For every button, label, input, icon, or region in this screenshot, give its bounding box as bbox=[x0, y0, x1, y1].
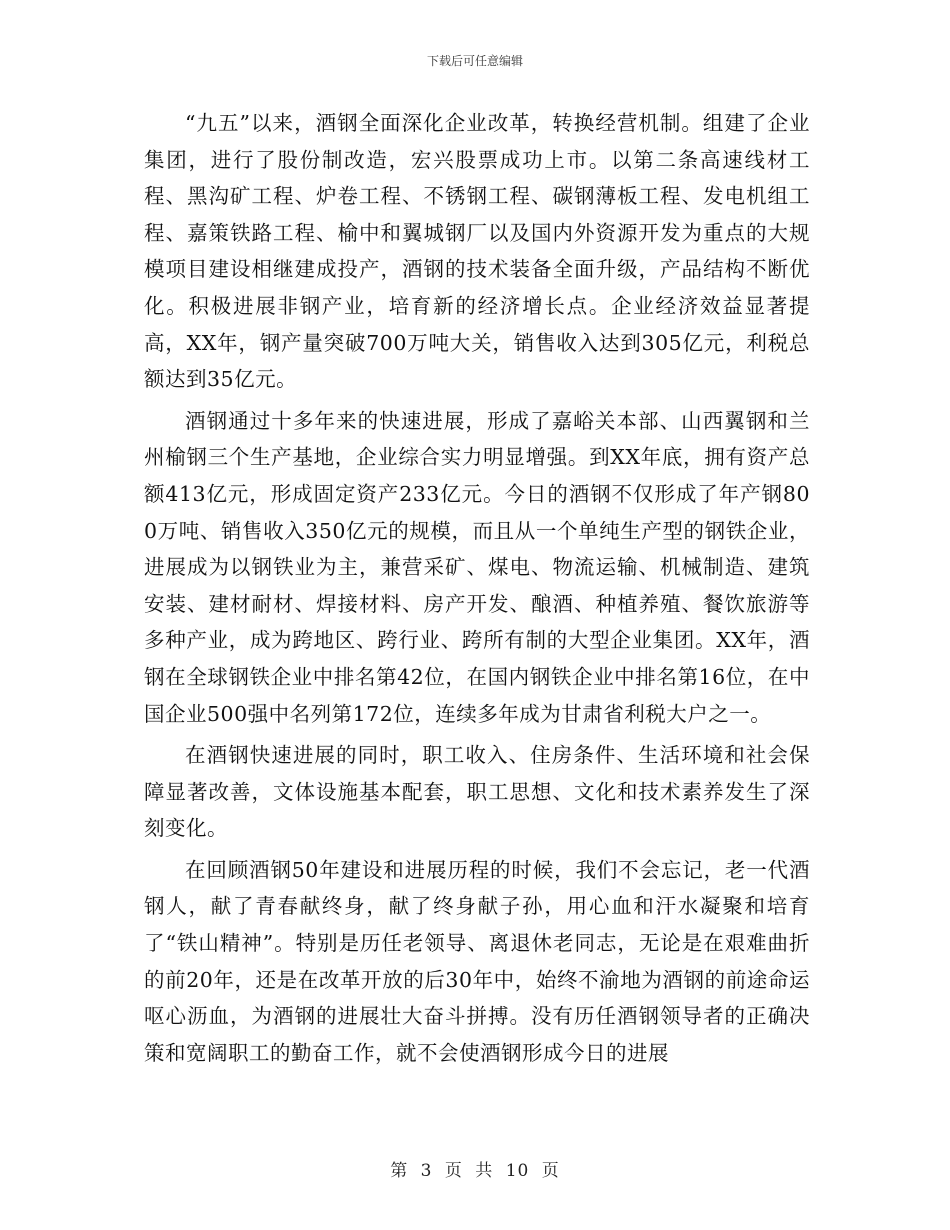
paragraph-1: “九五”以来，酒钢全面深化企业改革，转换经营机制。组建了企业集团，进行了股份制改造，宏兴股票成功上市。以第二条高速线材工程、黑沟矿工程、炉卷工程、不锈钢工程、碳钢薄板工程、发电机组工程、嘉策铁路工程、榆中和翼城钢厂以及国内外资源开发为重点的大规模项目建设相继建成投产，酒钢的技术装备全面升级，产品结构不断优化。积极进展非钢产业，培育新的经济增长点。企业经济效益显著提高，XX年，钢产量突破700万吨大关，销售收入达到305亿元，利税总额达到35亿元。 bbox=[144, 111, 810, 392]
paragraph-3: 在酒钢快速进展的同时，职工收入、住房条件、生活环境和社会保障显著改善，文体设施基本配套，职工思想、文化和技术素养发生了深刻变化。 bbox=[144, 743, 810, 841]
document-body bbox=[144, 105, 810, 1076]
footer-total-pages: 10 bbox=[505, 1161, 530, 1181]
footer-prefix: 第 bbox=[390, 1161, 409, 1181]
page-header: 下载后可任意编辑 bbox=[426, 54, 523, 68]
footer-suffix: 页 bbox=[541, 1161, 560, 1181]
paragraph-4: 在回顾酒钢50年建设和进展历程的时候，我们不会忘记，老一代酒钢人，献了青春献终身，献了终身献子孙，用心血和汗水凝聚和培育了“铁山精神”。特别是历任老领导、离退休老同志，无论是在艰难曲折的前20年，还是在改革开放的后30年中，始终不渝地为酒钢的前途命运呕心沥血，为酒钢的进展壮大奋斗拼搏。没有历任酒钢领导者的正确决策和宽阔职工的勤奋工作，就不会使酒钢形成今日的进展 bbox=[144, 857, 810, 1065]
footer-total-word: 共 bbox=[475, 1161, 494, 1181]
footer-current-page: 3 bbox=[420, 1161, 433, 1181]
paragraph-2: 酒钢通过十多年来的快速进展，形成了嘉峪关本部、山西翼钢和兰州榆钢三个生产基地，企业综合实力明显增强。到XX年底，拥有资产总额413亿元，形成固定资产233亿元。今日的酒钢不仅形成了年产钢800万吨、销售收入350亿元的规模，而且从一个单纯生产型的钢铁企业，进展成为以钢铁业为主，兼营采矿、煤电、物流运输、机械制造、建筑安装、建材耐材、焊接材料、房产开发、酿酒、种植养殖、餐饮旅游等多种产业，成为跨地区、跨行业、跨所有制的大型企业集团。XX年，酒钢在全球钢铁企业中排名第42位，在国内钢铁企业中排名第16位，在中国企业500强中名列第172位，连续多年成为甘肃省利税大户之一。 bbox=[144, 408, 810, 726]
footer-page-word: 页 bbox=[444, 1161, 463, 1181]
page-footer bbox=[0, 1156, 950, 1181]
